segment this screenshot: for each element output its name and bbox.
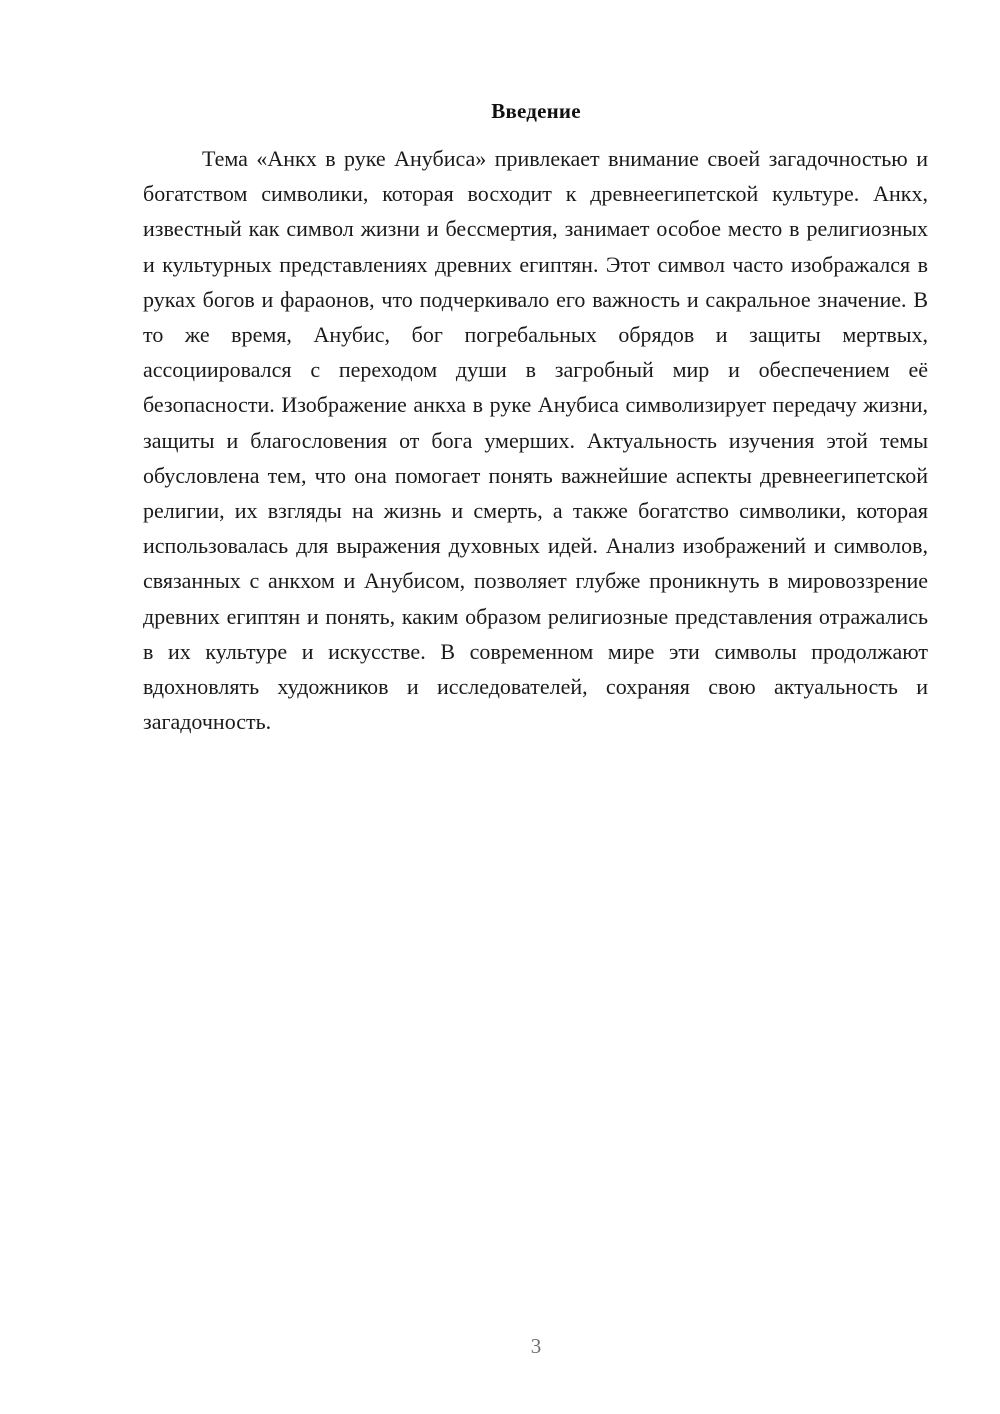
section-heading: Введение	[491, 99, 581, 123]
intro-paragraph: Тема «Анкх в руке Анубиса» привлекает внимание своей загадочностью и богатством символики, которая восходит к древнеегипетской культуре. Анкх, известный как символ жизни и бессмертия, занимает особое место в религиозных и культурных представлениях древних египтян. Этот символ часто изображался в руках богов и фараонов, что подчеркивало его важность и сакральное значение. В то же время, Анубис, бог погребальных обрядов и защиты мертвых, ассоциировался с переходом души в загробный мир и обеспечением её безопасности. Изображение анкха в руке Анубиса символизирует передачу жизни, защиты и благословения от бога умерших. Актуальность изучения этой темы обусловлена тем, что она помогает понять важнейшие аспекты древнеегипетской религии, их взгляды на жизнь и смерть, а также богатство символики, которая использовалась для выражения духовных идей. Анализ изображений и символов, связанных с анкхом и Анубисом, позволяет глубже проникнуть в мировоззрение древних египтян и понять, каким образом религиозные представления отражались в их культуре и искусстве. В современном мире эти символы продолжают вдохновлять художников и исследователей, сохраняя свою актуальность и загадочность.	[143, 146, 928, 735]
page-number: 3	[530, 1334, 542, 1358]
